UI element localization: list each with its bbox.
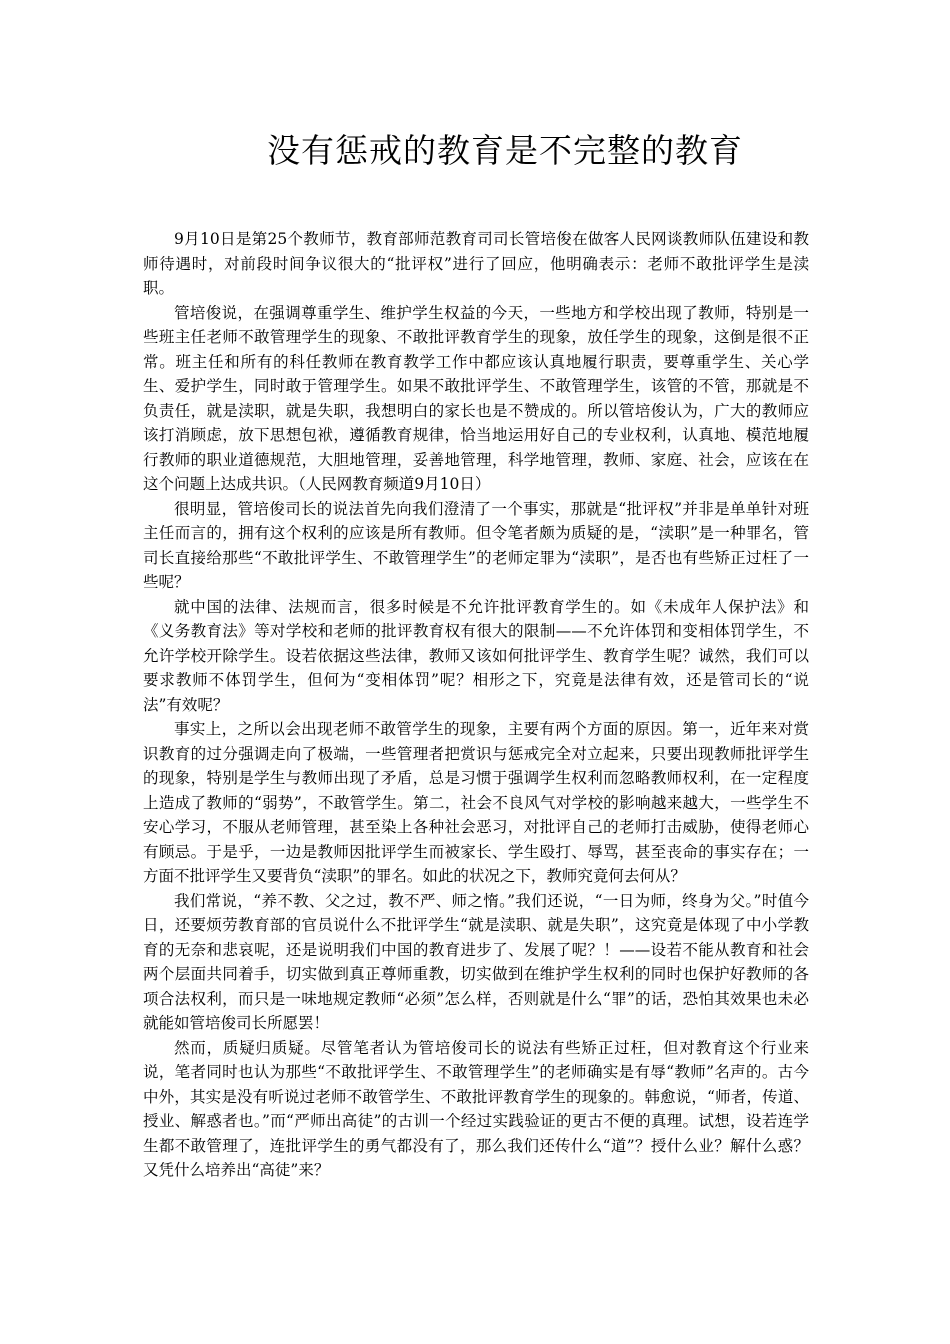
paragraph: 管培俊说，在强调尊重学生、维护学生权益的今天，一些地方和学校出现了教师，特别是一些班主任老师不敢管理学生的现象、不敢批评教育学生的现象，放任学生的现象，这倒是很不正常。班主任和所有的科任教师在教育教学工作中都应该认真地履行职责，要尊重学生、关心学生、爱护学生，同时敢于管理学生。如果不敢批评学生、不敢管理学生，该管的不管，那就是不负责任，就是渎职，就是失职，我想明白的家长也是不赞成的。所以管培俊认为，广大的教师应该打消顾虑，放下思想包袱，遵循教育规律，恰当地运用好自己的专业权利，认真地、模范地履行教师的职业道德规范，大胆地管理，妥善地管理，科学地管理，教师、家庭、社会，应该在在这个问题上达成共识。（人民网教育频道9月10日） xyxy=(143,303,809,493)
paragraph: 9月10日是第25个教师节，教育部师范教育司司长管培俊在做客人民网谈教师队伍建设和教师待遇时，对前段时间争议很大的“批评权”进行了回应，他明确表示：老师不敢批评学生是渎职。 xyxy=(143,230,809,297)
paragraph: 就中国的法律、法规而言，很多时候是不允许批评教育学生的。如《未成年人保护法》和《义务教育法》等对学校和老师的批评教育权有很大的限制——不允许体罚和变相体罚学生，不允许学校开除学生。设若依据这些法律，教师又该如何批评学生、教育学生呢？诚然，我们可以要求教师不体罚学生，但何为“变相体罚”呢？相形之下，究竟是法律有效，还是管司长的“说法”有效呢？ xyxy=(143,597,809,714)
paragraph: 很明显，管培俊司长的说法首先向我们澄清了一个事实，那就是“批评权”并非是单单针对班主任而言的，拥有这个权利的应该是所有教师。但令笔者颇为质疑的是，“渎职”是一种罪名，管司长直接给那些“不敢批评学生、不敢管理学生”的老师定罪为“渎职”，是否也有些矫正过枉了一些呢？ xyxy=(143,499,809,591)
document-body xyxy=(143,227,809,1183)
paragraph: 然而，质疑归质疑。尽管笔者认为管培俊司长的说法有些矫正过枉，但对教育这个行业来说，笔者同时也认为那些“不敢批评学生、不敢管理学生”的老师确实是有辱“教师”名声的。古今中外，其实是没有听说过老师不敢管学生、不敢批评教育学生的现象的。韩愈说，“师者，传道、授业、解惑者也。”而“严师出高徒”的古训一个经过实践验证的更古不便的真理。试想，设若连学生都不敢管理了，连批评学生的勇气都没有了，那么我们还传什么“道”？授什么业？解什么惑？又凭什么培养出“高徒”来？ xyxy=(143,1038,809,1179)
paragraph: 事实上，之所以会出现老师不敢管学生的现象，主要有两个方面的原因。第一，近年来对赏识教育的过分强调走向了极端，一些管理者把赏识与惩戒完全对立起来，只要出现教师批评学生的现象，特别是学生与教师出现了矛盾，总是习惯于强调学生权利而忽略教师权利，在一定程度上造成了教师的“弱势”，不敢管学生。第二，社会不良风气对学校的影响越来越大，一些学生不安心学习，不服从老师管理，甚至染上各种社会恶习，对批评自己的老师打击威胁，使得老师心有顾忌。于是乎，一边是教师因批评学生而被家长、学生殴打、辱骂，甚至丧命的事实存在；一方面不批评学生又要背负“渎职”的罪名。如此的状况之下，教师究竟何去何从？ xyxy=(143,720,809,885)
paragraph: 我们常说，“养不教、父之过，教不严、师之惰。”我们还说，“一日为师，终身为父。”时值今日，还要烦劳教育部的官员说什么不批评学生“就是渎职、就是失职”，这究竟是体现了中小学教育的无奈和悲哀呢，还是说明我们中国的教育进步了、发展了呢？！——设若不能从教育和社会两个层面共同着手，切实做到真正尊师重教，切实做到在维护学生权利的同时也保护好教师的各项合法权利，而只是一味地规定教师“必须”怎么样，否则就是什么“罪”的话，恐怕其效果也未必就能如管培俊司长所愿罢！ xyxy=(143,891,809,1032)
document-title: 没有惩戒的教育是不完整的教育 xyxy=(267,131,743,170)
